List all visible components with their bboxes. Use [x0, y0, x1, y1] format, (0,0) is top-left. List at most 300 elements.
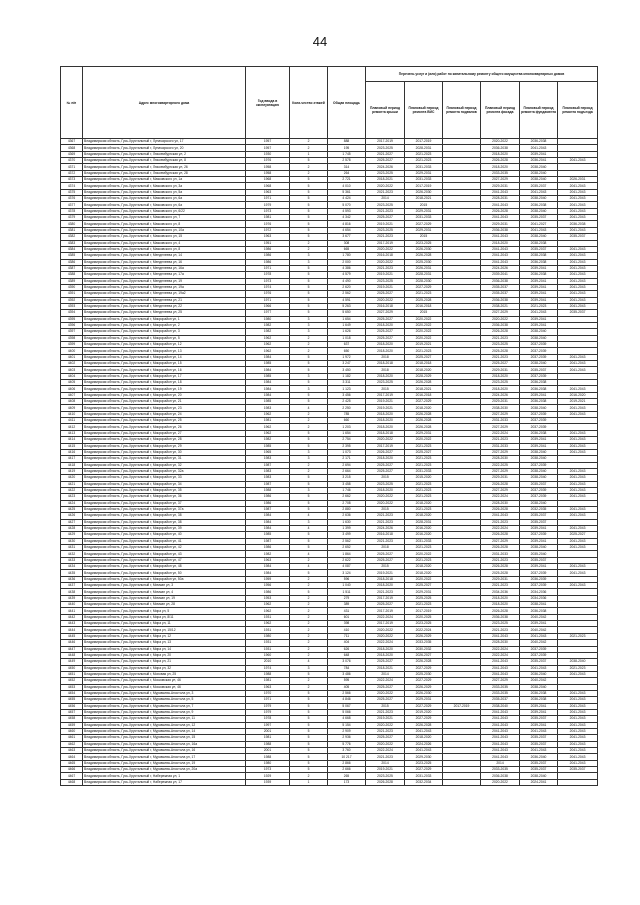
row-number: 4433 [61, 557, 83, 563]
row-year: 1984 [246, 513, 290, 519]
row-entrance-period: 2016-2020 [558, 392, 598, 398]
row-floors: 5 [290, 303, 328, 309]
row-vis-period: 2019-2020 [405, 709, 443, 715]
row-floors: 2 [290, 462, 328, 468]
row-area: 3 486 [328, 671, 366, 677]
row-floors: 5 [290, 272, 328, 278]
row-floors: 5 [290, 532, 328, 538]
row-foundation-period: 2035-2040 [520, 551, 558, 557]
row-area: 1 630 [328, 519, 366, 525]
row-number: 4369 [61, 151, 83, 157]
row-facade-period: 2029-2031 [481, 399, 520, 405]
row-year: 1931 [246, 640, 290, 646]
row-year: 1951 [246, 240, 290, 246]
row-vis-period: 2021-2023 [405, 348, 443, 354]
row-entrance-period: 2041-2043 [558, 297, 598, 303]
row-area: 4 342 [328, 215, 366, 221]
row-floors: 5 [290, 202, 328, 208]
row-year: 1957 [246, 139, 290, 145]
row-facade-period: 2039-2041 [481, 272, 520, 278]
row-roof-period: 2019-2021 [366, 405, 405, 411]
row-floors: 4 [290, 525, 328, 531]
row-vis-period: 2021-2023 [405, 462, 443, 468]
row-entrance-period: 2041-2043 [558, 690, 598, 696]
row-vis-period: 2029-2030 [405, 754, 443, 760]
row-floors: 3 [290, 253, 328, 259]
row-year: 1959 [246, 576, 290, 582]
row-floors: 2 [290, 164, 328, 170]
row-facade-period: 2041-2043 [481, 189, 520, 195]
row-address: Владимирская область, Гусь-Хрустальный г, Микрорайон ул, 29 [83, 443, 246, 449]
row-area: 404 [328, 640, 366, 646]
row-roof-period: 2020-2022 [366, 633, 405, 639]
row-year: 1971 [246, 297, 290, 303]
row-floors: 5 [290, 697, 328, 703]
row-number: 4434 [61, 564, 83, 570]
row-area: 405 [328, 684, 366, 690]
row-address: Владимирская область, Гусь-Хрустальный г, Микрорайон ул, 43 [83, 551, 246, 557]
row-roof-period: 2022-2024 [366, 640, 405, 646]
row-address: Владимирская область, Гусь-Хрустальный г, Микрорайон ул, 48 [83, 564, 246, 570]
row-facade-period: 2041-2043 [481, 665, 520, 671]
row-year: 1981 [246, 678, 290, 684]
row-area: 4 668 [328, 716, 366, 722]
row-foundation-period: 2035-2037 [520, 735, 558, 741]
row-roof-period: 2016-2018 [366, 532, 405, 538]
row-address: Владимирская область, Гусь-Хрустальный г, Мичман ул, 28 [83, 602, 246, 608]
row-floors: 2 [290, 652, 328, 658]
row-number: 4422 [61, 487, 83, 493]
row-number: 4370 [61, 158, 83, 164]
row-facade-period: 2036-2038 [481, 145, 520, 151]
row-year: 1931 [246, 646, 290, 652]
row-number: 4428 [61, 525, 83, 531]
row-roof-period: 2025-2027 [366, 551, 405, 557]
row-area: 4 010 [328, 183, 366, 189]
row-foundation-period: 2024-2041 [520, 779, 558, 785]
row-roof-period: 2019-2021 [366, 221, 405, 227]
row-year: 1962 [246, 621, 290, 627]
row-entrance-period: 2041-2043 [558, 189, 598, 195]
row-facade-period: 2041-2043 [481, 215, 520, 221]
row-vis-period: 2026-2028 [405, 253, 443, 259]
row-number: 4437 [61, 583, 83, 589]
row-number: 4421 [61, 481, 83, 487]
row-number: 4381 [61, 227, 83, 233]
row-roof-period: 2020-2022 [366, 627, 405, 633]
row-area: 596 [328, 576, 366, 582]
row-entrance-period: 2041-2043 [558, 481, 598, 487]
row-foundation-period: 2038-2040 [520, 170, 558, 176]
row-foundation-period: 2039-2041 [520, 709, 558, 715]
row-facade-period: 2018-2020 [481, 386, 520, 392]
row-area: 10 217 [328, 754, 366, 760]
row-vis-period: 2018-2020 [405, 405, 443, 411]
row-area: 2 171 [328, 456, 366, 462]
row-number: 4402 [61, 361, 83, 367]
row-year: 1963 [246, 557, 290, 563]
row-foundation-period: 2037-2039 [520, 646, 558, 652]
row-address: Владимирская область, Гусь-Хрустальный г, Менделеева ул, 25 [83, 310, 246, 316]
row-address: Владимирская область, Гусь-Хрустальный г, Микрорайон ул, 19 [83, 386, 246, 392]
row-floors: 5 [290, 716, 328, 722]
row-entrance-period: 2041-2043 [558, 291, 598, 297]
row-area: 601 [328, 614, 366, 620]
row-address: Владимирская область, Гусь-Хрустальный г, Микрорайон ул, 36 [83, 494, 246, 500]
row-floors: 5 [290, 215, 328, 221]
row-floors: 3 [290, 386, 328, 392]
row-area: 1 745 [328, 151, 366, 157]
row-address: Владимирская область, Гусь-Хрустальный г, Микрорайон ул, 50 [83, 570, 246, 576]
row-roof-period: 2020-2022 [366, 183, 405, 189]
row-number: 4376 [61, 196, 83, 202]
row-address: Владимирская область, Гусь-Хрустальный г, Микрорайон ул, 5 [83, 335, 246, 341]
row-address: Владимирская область, Гусь-Хрустальный г, Мира ул, 14 [83, 646, 246, 652]
housing-register-table [60, 66, 598, 786]
row-address: Владимирская область, Гусь-Хрустальный г, Микрорайон ул, 40 [83, 532, 246, 538]
row-vis-period: 2030-2032 [405, 646, 443, 652]
row-foundation-period: 2037-2039 [520, 424, 558, 430]
row-foundation-period: 2037-2039 [520, 411, 558, 417]
row-floors: 5 [290, 291, 328, 297]
row-number: 4412 [61, 424, 83, 430]
row-entrance-period: 2035-2037 [558, 310, 598, 316]
row-foundation-period: 2038-2040 [520, 449, 558, 455]
row-vis-period: 2018-2021 [405, 196, 443, 202]
row-facade-period: 2021-2023 [481, 557, 520, 563]
row-area: 1 626 [328, 329, 366, 335]
row-number: 4444 [61, 627, 83, 633]
row-area: 2 754 [328, 437, 366, 443]
row-facade-period: 2038-2040 [481, 703, 520, 709]
row-vis-period: 2041-2043 [405, 728, 443, 734]
row-foundation-period: 2039-2041 [520, 151, 558, 157]
row-vis-period: 2021-2023 [405, 443, 443, 449]
row-number: 4368 [61, 145, 83, 151]
row-entrance-period: 2041-2043 [558, 716, 598, 722]
row-foundation-period: 2039-2041 [520, 538, 558, 544]
row-address: Владимирская область, Гусь-Хрустальный г, Микрорайон ул, 20 [83, 392, 246, 398]
row-foundation-period: 2039-2041 [520, 564, 558, 570]
row-facade-period: 2041-2043 [481, 748, 520, 754]
row-address: Владимирская область, Гусь-Хрустальный г, Микрорайон ул, 34 [83, 481, 246, 487]
row-foundation-period: 2037-2039 [520, 583, 558, 589]
row-year: 1976 [246, 221, 290, 227]
row-year: 1963 [246, 234, 290, 240]
row-floors: 5 [290, 443, 328, 449]
row-foundation-period: 2040-2042 [520, 627, 558, 633]
row-area: 2 666 [328, 767, 366, 773]
row-address: Владимирская область, Гусь-Хрустальный г, Микрорайон ул, 37 [83, 500, 246, 506]
row-address: Владимирская область, Гусь-Хрустальный г, Московская ул, 46 [83, 684, 246, 690]
row-year: 1977 [246, 310, 290, 316]
row-facade-period: 2022-2024 [481, 430, 520, 436]
row-roof-period: 2018-2020 [366, 646, 405, 652]
row-vis-period: 2027-2029 [405, 665, 443, 671]
row-facade-period: 2020-2022 [481, 139, 520, 145]
row-vis-period: 2024-2026 [405, 741, 443, 747]
row-number: 4392 [61, 297, 83, 303]
row-year: 1984 [246, 392, 290, 398]
row-floors: 3 [290, 456, 328, 462]
header-area: Общая площадь [328, 67, 366, 139]
row-roof-period: 2014 [366, 760, 405, 766]
row-number: 4468 [61, 779, 83, 785]
row-foundation-period: 2035-2037 [520, 716, 558, 722]
row-number: 4425 [61, 506, 83, 512]
row-number: 4441 [61, 608, 83, 614]
row-floors: 5 [290, 767, 328, 773]
row-year: 1982 [246, 437, 290, 443]
row-number: 4454 [61, 690, 83, 696]
row-facade-period: 2026-2028 [481, 208, 520, 214]
row-area: 650 [328, 348, 366, 354]
row-year: 1988 [246, 671, 290, 677]
row-number: 4414 [61, 437, 83, 443]
row-address: Владимирская область, Гусь-Хрустальный г, Муравьева-Апостола ул, 3 [83, 690, 246, 696]
row-floors: 5 [290, 703, 328, 709]
row-roof-period: 2019-2021 [366, 570, 405, 576]
row-number: 4379 [61, 215, 83, 221]
row-year: 1978 [246, 272, 290, 278]
row-facade-period: 2026-2028 [481, 158, 520, 164]
row-year: 1980 [246, 633, 290, 639]
row-facade-period: 2028-2030 [481, 456, 520, 462]
row-vis-period: 2025-2027 [405, 449, 443, 455]
row-vis-period: 2027-2029 [405, 284, 443, 290]
row-vis-period: 2029-2031 [405, 227, 443, 233]
row-facade-period: 2029-2031 [481, 221, 520, 227]
row-year: 1965 [246, 449, 290, 455]
row-roof-period: 2018-2020 [366, 322, 405, 328]
row-roof-period: 2025-2027 [366, 316, 405, 322]
row-year: 1962 [246, 411, 290, 417]
row-area: 665 [328, 246, 366, 252]
row-foundation-period: 2038-2040 [520, 335, 558, 341]
row-roof-period: 2020-2022 [366, 297, 405, 303]
row-vis-period: 2020-2025 [405, 614, 443, 620]
row-foundation-period: 2036-2040 [520, 671, 558, 677]
row-facade-period: 2041-2043 [481, 202, 520, 208]
row-number: 4406 [61, 386, 83, 392]
row-area: 3 311 [328, 380, 366, 386]
row-vis-period: 2026-2028 [405, 411, 443, 417]
row-facade-period: 2021-2023 [481, 354, 520, 360]
row-address: Владимирская область, Гусь-Хрустальный г, Микрорайон ул, 27 [83, 430, 246, 436]
row-vis-period: 2021-2023 [405, 494, 443, 500]
row-roof-period: 2018-2018 [366, 430, 405, 436]
row-year: 1987 [246, 481, 290, 487]
row-roof-period: 2018-2020 [366, 456, 405, 462]
row-foundation-period: 2038-2038 [520, 240, 558, 246]
row-area: 265 [328, 773, 366, 779]
row-vis-period: 2026-2030 [405, 189, 443, 195]
header-roof: Плановый период ремонта крыши [366, 82, 405, 139]
row-facade-period: 2018-2020 [481, 595, 520, 601]
row-number: 4373 [61, 177, 83, 183]
row-year: 1979 [246, 709, 290, 715]
row-roof-period: 2018 [366, 545, 405, 551]
row-foundation-period: 2041-2043 [520, 728, 558, 734]
row-address: Владимирская область, Гусь-Хрустальный г, Микрорайон ул, 17 [83, 373, 246, 379]
row-floors: 5 [290, 177, 328, 183]
row-facade-period: 2028-2030 [481, 640, 520, 646]
row-vis-period: 2025-2030 [405, 671, 443, 677]
row-entrance-period [558, 779, 598, 785]
row-number: 4400 [61, 348, 83, 354]
row-year: 1984 [246, 380, 290, 386]
row-floors: 2 [290, 576, 328, 582]
row-number: 4430 [61, 538, 83, 544]
row-roof-period: 2014 [366, 196, 405, 202]
row-roof-period: 2015 [366, 386, 405, 392]
row-number: 4377 [61, 202, 83, 208]
row-number: 4382 [61, 234, 83, 240]
row-number: 4403 [61, 367, 83, 373]
row-address: Владимирская область, Гусь-Хрустальный г, Менделеева ул, 16а [83, 265, 246, 271]
row-number: 4393 [61, 303, 83, 309]
row-year: 1971 [246, 265, 290, 271]
row-facade-period: 2028-2031 [481, 196, 520, 202]
row-address: Владимирская область, Гусь-Хрустальный г, Микрорайон ул, 28 [83, 437, 246, 443]
row-roof-period: 2017-2019 [366, 608, 405, 614]
row-area: 308 [328, 240, 366, 246]
row-area: 5 154 [328, 722, 366, 728]
row-number: 4456 [61, 703, 83, 709]
row-entrance-period: 2035-2037 [558, 767, 598, 773]
row-number: 4458 [61, 716, 83, 722]
row-floors: 5 [290, 741, 328, 747]
row-area: 3 458 [328, 481, 366, 487]
row-year: 1979 [246, 703, 290, 709]
row-year: 1983 [246, 468, 290, 474]
row-floors: 4 [290, 551, 328, 557]
row-vis-period: 2027-2029 [405, 716, 443, 722]
row-foundation-period: 2039-2041 [520, 392, 558, 398]
row-vis-period: 2020-2022 [405, 437, 443, 443]
row-number: 4405 [61, 380, 83, 386]
header-entrance: Плановый период ремонта подъезда [558, 82, 598, 139]
row-entrance-period: 2041-2043 [558, 246, 598, 252]
row-area: 5 263 [328, 303, 366, 309]
row-address: Владимирская область, Гусь-Хрустальный г, Маяковского ул, 6а [83, 202, 246, 208]
row-area: 2 636 [328, 513, 366, 519]
row-vis-period: 2018-2020 [405, 564, 443, 570]
row-floors: 5 [290, 690, 328, 696]
row-area: 389 [328, 602, 366, 608]
header-facade: Плановый период ремонта фасада [481, 82, 520, 139]
row-floors: 2 [290, 583, 328, 589]
row-entrance-period: 2041-2043 [558, 443, 598, 449]
row-floors: 1 [290, 151, 328, 157]
row-area: 195 [328, 145, 366, 151]
row-entrance-period: 2041-2043 [558, 411, 598, 417]
row-vis-period: 2025-2027 [405, 354, 443, 360]
row-vis-period: 2015 [405, 310, 443, 316]
row-foundation-period: 2035-2037 [520, 183, 558, 189]
row-vis-period: 2018-2020 [405, 367, 443, 373]
row-area: 3 247 [328, 361, 366, 367]
row-area: 660 [328, 418, 366, 424]
row-address: Владимирская область, Гусь-Хрустальный г, Люксембургская ул, 28 [83, 170, 246, 176]
row-foundation-period: 2036-2038 [520, 139, 558, 145]
row-address: Владимирская область, Гусь-Хрустальный г, Муравьева-Апостола ул, 20а [83, 767, 246, 773]
row-number: 4449 [61, 659, 83, 665]
row-number: 4375 [61, 189, 83, 195]
row-floors: 2 [290, 424, 328, 430]
row-roof-period: 2022-2024 [366, 748, 405, 754]
row-facade-period: 2027-2029 [481, 678, 520, 684]
row-area: 2 578 [328, 158, 366, 164]
row-address: Владимирская область, Гусь-Хрустальный г, Луначарского ул, 20 [83, 145, 246, 151]
row-floors: 5 [290, 392, 328, 398]
row-address: Владимирская область, Гусь-Хрустальный г, Мира ул, 5 [83, 608, 246, 614]
row-address: Владимирская область, Гусь-Хрустальный г, Микрорайон ул, 31 [83, 456, 246, 462]
row-year: 1978 [246, 716, 290, 722]
row-floors: 5 [290, 284, 328, 290]
row-floors: 5 [290, 494, 328, 500]
row-roof-period: 2021-2027 [366, 151, 405, 157]
row-address: Владимирская область, Гусь-Хрустальный г, Маяковского ул, 15 [83, 234, 246, 240]
row-foundation-period: 2036-2041 [520, 158, 558, 164]
row-roof-period: 2025-2027 [366, 602, 405, 608]
row-roof-period: 2018-2020 [366, 411, 405, 417]
row-facade-period: 2027-2029 [481, 411, 520, 417]
row-number: 4436 [61, 576, 83, 582]
row-year: 1981 [246, 418, 290, 424]
row-foundation-period: 2037-2039 [520, 462, 558, 468]
row-foundation-period: 2038-2040 [520, 405, 558, 411]
row-address: Владимирская область, Гусь-Хрустальный г, Микрорайон ул, 1 [83, 316, 246, 322]
row-foundation-period: 2036-2039 [520, 576, 558, 582]
row-year: 1987 [246, 462, 290, 468]
row-floors: 4 [290, 405, 328, 411]
row-vis-period: 2031-2033 [405, 468, 443, 474]
row-vis-period: 2032-2034 [405, 779, 443, 785]
row-area: 2 652 [328, 545, 366, 551]
row-year: 1986 [246, 259, 290, 265]
row-address: Владимирская область, Гусь-Хрустальный г, Мичман ул, 3 [83, 583, 246, 589]
row-number: 4380 [61, 221, 83, 227]
row-roof-period: 2017-2019 [366, 621, 405, 627]
row-area: 2 880 [328, 506, 366, 512]
row-floors: 5 [290, 722, 328, 728]
row-entrance-period: 2041-2043 [558, 253, 598, 259]
row-number: 4431 [61, 545, 83, 551]
row-address: Владимирская область, Гусь-Хрустальный г, Микрорайон ул, 21 [83, 399, 246, 405]
row-address: Владимирская область, Гусь-Хрустальный г, Мира ул, 32 [83, 665, 246, 671]
row-foundation-period: 2039-2041 [520, 437, 558, 443]
row-vis-period: 2026-2031 [405, 265, 443, 271]
row-floors: 5 [290, 481, 328, 487]
row-area: 648 [328, 652, 366, 658]
row-area: 784 [328, 665, 366, 671]
row-entrance-period: 2041-2043 [558, 354, 598, 360]
row-facade-period: 2036-2038 [481, 773, 520, 779]
row-address: Владимирская область, Гусь-Хрустальный г, Микрорайон ул, 26 [83, 424, 246, 430]
row-vis-period: 2021-2023 [405, 602, 443, 608]
row-roof-period: 2019-2021 [366, 284, 405, 290]
row-number: 4466 [61, 767, 83, 773]
row-foundation-period: 2039-2041 [520, 722, 558, 728]
row-facade-period: 2029-2031 [481, 367, 520, 373]
row-foundation-period: 2036-2038 [520, 259, 558, 265]
row-address: Владимирская область, Гусь-Хрустальный г, Мира ул, 21 [83, 659, 246, 665]
row-entrance-period: 2041-2043 [558, 735, 598, 741]
row-roof-period: 2021-2023 [366, 728, 405, 734]
row-number: 4450 [61, 665, 83, 671]
row-foundation-period: 2036-2038 [520, 386, 558, 392]
